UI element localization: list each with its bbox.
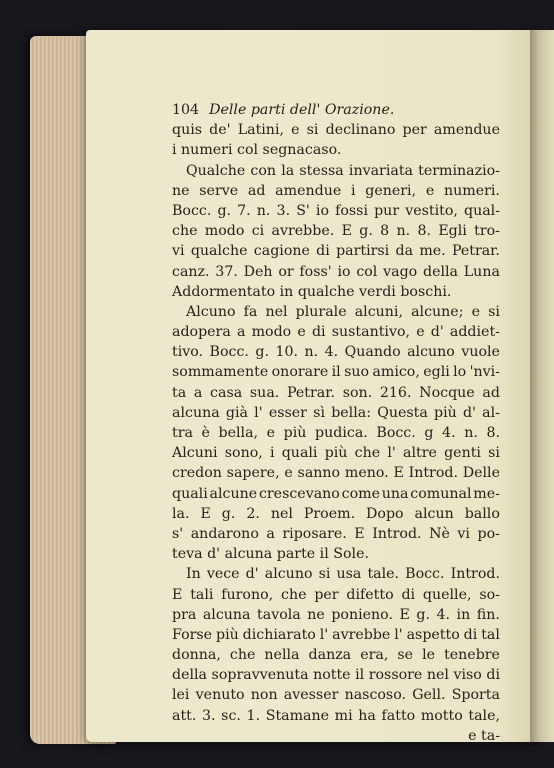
text-line: Bocc. g. 7. n. 3. S' io fossi pur vestito, qual- [172, 202, 500, 219]
text-line: sommamente onorare il suo amico, egli lo 'nvi- [172, 364, 500, 381]
text-line: Qualche con la stessa invariata terminazio- [186, 162, 500, 179]
text-line: Forse più dichiarato l' avrebbe l' aspetto di tal [172, 626, 500, 643]
text-line: la. E g. 2. nel Proem. Dopo alcun ballo [172, 505, 500, 522]
text-line: Addormentato in qualche verdi boschi. [172, 283, 452, 300]
text-line: quis de' Latini, e si declinano per amendue [172, 122, 500, 139]
text-line: In vece d' alcuno si usa tale. Bocc. Introd. [186, 566, 500, 583]
text-line: att. 3. sc. 1. Stamane mi ha fatto motto tale, [172, 707, 500, 724]
text-line: quali alcune crescevano come una comunal me- [172, 485, 500, 502]
book-gutter [530, 30, 554, 742]
text-line: canz. 37. Deh or foss' io col vago della Luna [172, 263, 500, 280]
text-line: che modo ci avrebbe. E g. 8 n. 8. Egli tro- [172, 223, 500, 240]
text-line: tra è bella, e più pudica. Bocc. g 4. n. 8. [172, 425, 500, 441]
text-line: della sopravvenuta notte il rossore nel viso di [172, 667, 500, 684]
text-line: pra alcuna tavola ne ponieno. E g. 4. in fin. [172, 606, 500, 623]
text-line: ne serve ad amendue i generi, e numeri. [172, 182, 500, 199]
body-text [172, 120, 500, 746]
text-line: s' andarono a riposare. E Introd. Nè vi po- [172, 525, 500, 542]
text-line: alcuna già l' esser sì bella: Questa più d' al- [172, 404, 500, 421]
text-line: teva d' alcuna parte il Sole. [172, 546, 369, 563]
page-text [172, 100, 500, 746]
text-line: credon sapere, e sanno meno. E Introd. Delle [172, 465, 500, 482]
text-line: Alcuno fa nel plurale alcuni, alcune; e si [186, 303, 500, 320]
text-line: ta a casa sua. Petrar. son. 216. Nocque ad [172, 384, 500, 401]
text-line: lei venuto non avesser nascoso. Gell. Sporta [172, 687, 500, 704]
text-line: Alcuni sono, i quali più che l' altre genti si [172, 445, 500, 462]
running-header [172, 100, 500, 120]
text-line: donna, che nella danza era, se le tenebre [172, 647, 500, 664]
text-line: E tali furono, che per difetto di quelle, so- [172, 586, 500, 603]
text-line: i numeri col segnacaso. [172, 142, 342, 159]
page-number: 104 [172, 102, 200, 118]
text-line: e ta- [468, 727, 500, 744]
text-line: vi qualche cagione di partirsi da me. Petrar. [172, 243, 500, 260]
running-title: Delle parti dell' Orazione. [209, 102, 395, 118]
text-line: tivo. Bocc. g. 10. n. 4. Quando alcuno vuole [172, 344, 500, 361]
text-line: adopera a modo e di sustantivo, e d' addiet- [172, 324, 500, 341]
